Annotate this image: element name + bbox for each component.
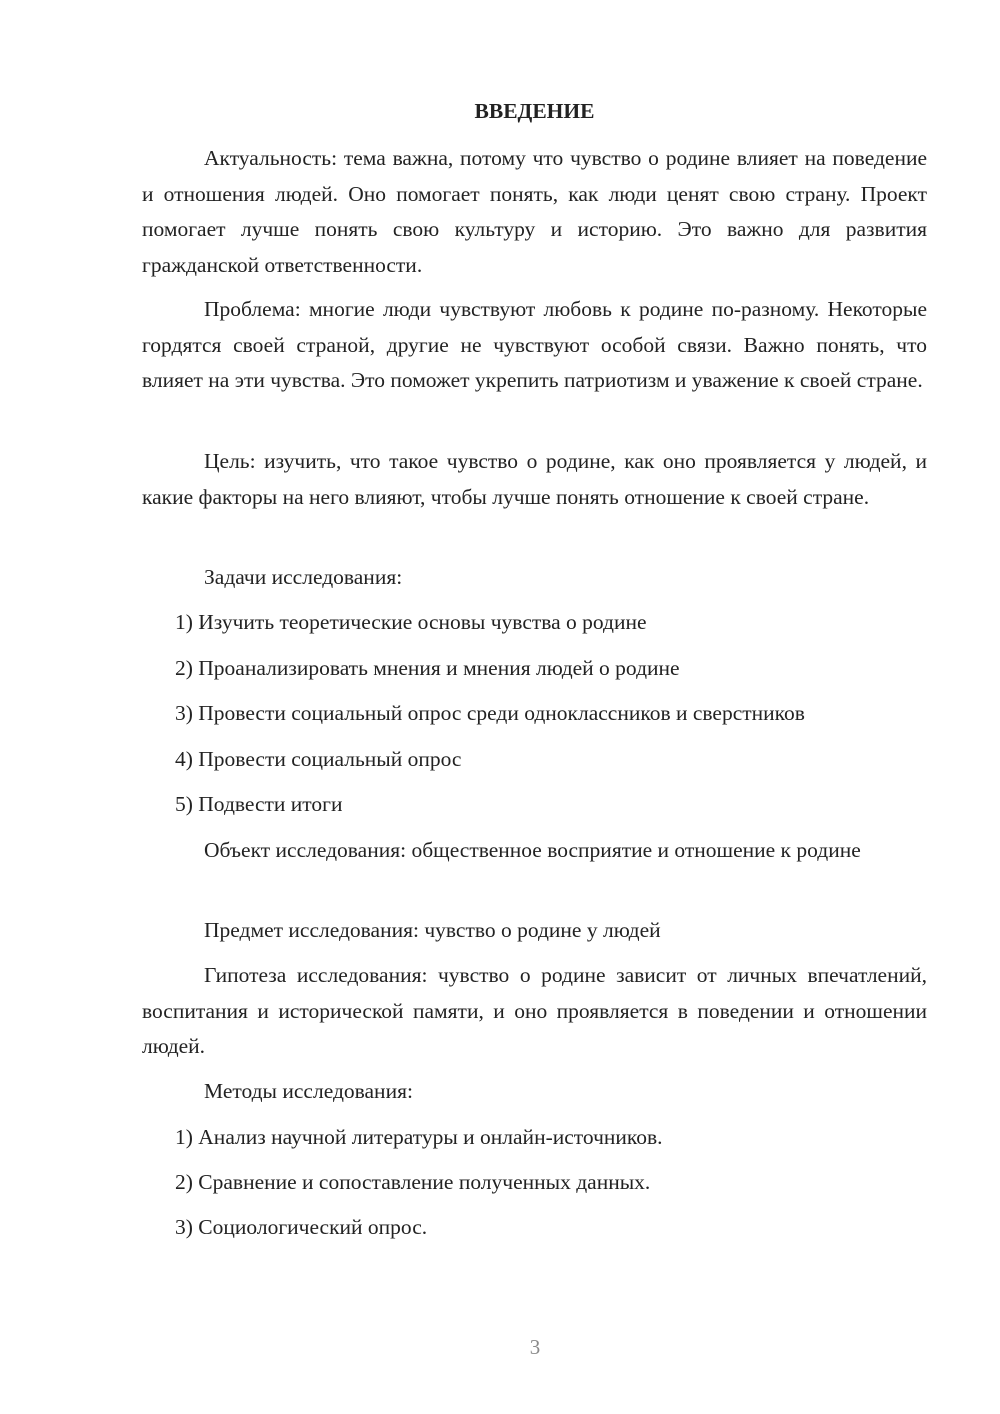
task-item-5: 5) Подвести итоги bbox=[175, 792, 343, 816]
relevance-paragraph: Актуальность: тема важна, потому что чувство о родине влияет на поведение и отношения людей. Оно помогает понять, как люди ценят свою страну. Проект помогает лучше понять свою культуру и историю. Это важно для развития гражданской ответственности. bbox=[142, 146, 927, 277]
tasks-heading: Задачи исследования: bbox=[204, 565, 403, 589]
method-item-2: 2) Сравнение и сопоставление полученных данных. bbox=[175, 1170, 651, 1194]
page-title: ВВЕДЕНИЕ bbox=[474, 99, 595, 123]
methods-heading: Методы исследования: bbox=[204, 1079, 413, 1103]
goal-paragraph: Цель: изучить, что такое чувство о родине, как оно проявляется у людей, и какие факторы на него влияют, чтобы лучше понять отношение к своей стране. bbox=[142, 449, 927, 509]
task-item-4: 4) Провести социальный опрос bbox=[175, 747, 462, 771]
problem-paragraph: Проблема: многие люди чувствуют любовь к родине по-разному. Некоторые гордятся своей страной, другие не чувствуют особой связи. Важно понять, что влияет на эти чувства. Это поможет укрепить патриотизм и уважение к своей стране. bbox=[142, 297, 927, 392]
object-paragraph: Объект исследования: общественное восприятие и отношение к родине bbox=[204, 838, 861, 862]
page-number: 3 bbox=[529, 1335, 541, 1359]
subject-paragraph: Предмет исследования: чувство о родине у людей bbox=[204, 918, 661, 942]
task-item-1: 1) Изучить теоретические основы чувства о родине bbox=[175, 610, 647, 634]
hypothesis-paragraph: Гипотеза исследования: чувство о родине зависит от личных впечатлений, воспитания и исторической памяти, и оно проявляется в поведении и отношении людей. bbox=[142, 963, 927, 1058]
method-item-1: 1) Анализ научной литературы и онлайн-источников. bbox=[175, 1125, 663, 1149]
method-item-3: 3) Социологический опрос. bbox=[175, 1215, 428, 1239]
task-item-2: 2) Проанализировать мнения и мнения людей о родине bbox=[175, 656, 680, 680]
task-item-3: 3) Провести социальный опрос среди одноклассников и сверстников bbox=[175, 701, 805, 725]
